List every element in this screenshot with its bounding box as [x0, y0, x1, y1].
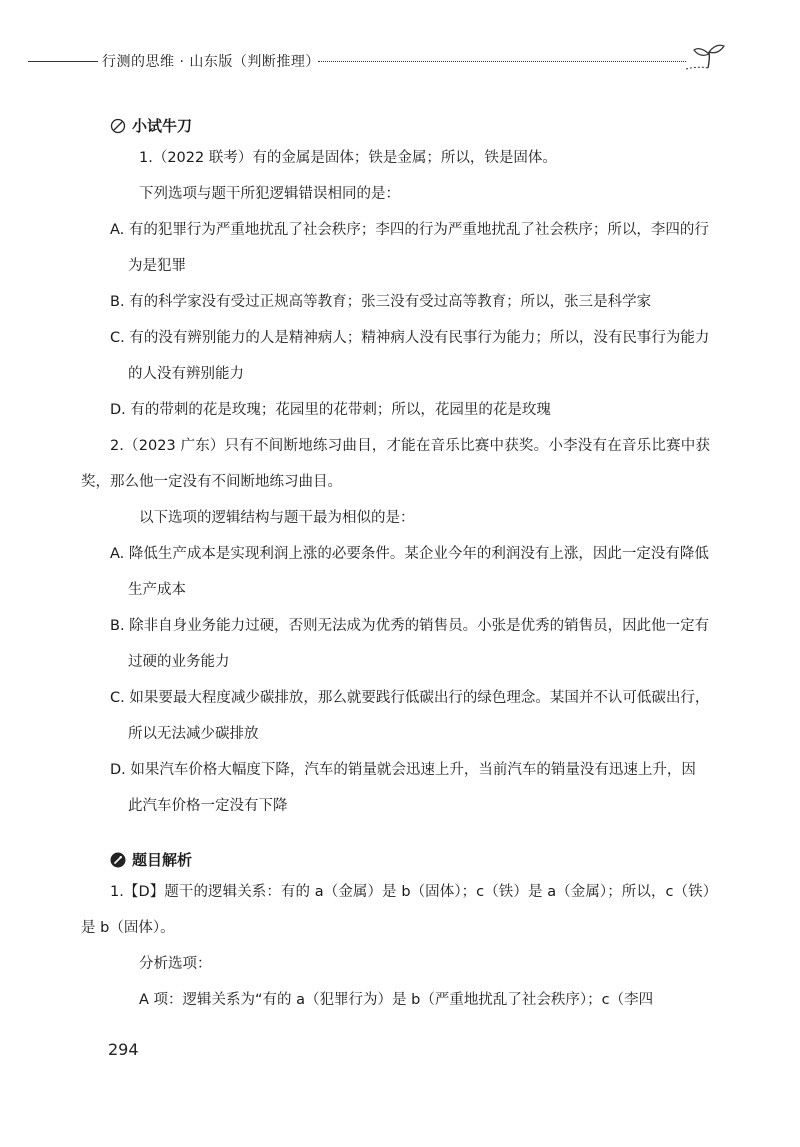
q1-option-d: D. 有的带刺的花是玫瑰；花园里的花带刺；所以，花园里的花是玫瑰 [110, 402, 551, 418]
practice-section-title [110, 112, 710, 140]
header-rule-right [318, 61, 686, 62]
badge-pencil-icon [110, 852, 126, 868]
page-number: 294 [108, 1040, 139, 1059]
page-header [28, 42, 733, 82]
analysis-options-label: 分析选项： [139, 956, 212, 972]
analysis-section-title [110, 846, 710, 874]
q1-stem: 1.（2022 联考）有的金属是固体；铁是金属；所以，铁是固体。 [139, 150, 557, 166]
analysis-option-a: A 项：逻辑关系为“有的 a（犯罪行为）是 b（严重地扰乱了社会秩序）；c（李四 [139, 992, 654, 1008]
q1-prompt: 下列选项与题干所犯逻辑错误相同的是： [139, 186, 400, 202]
pencil-circle-icon [110, 118, 126, 134]
header-title: 行测的思维 · 山东版（判断推理） [102, 54, 320, 70]
q2-prompt: 以下选项的逻辑结构与题干最为相似的是： [139, 510, 415, 526]
q2-option-b: B. 除非自身业务能力过硬，否则无法成为优秀的销售员。小张是优秀的销售员，因此他一定有过硬的业务能力 [110, 618, 710, 670]
q2-option-d: D. 如果汽车价格大幅度下降，汽车的销量就会迅速上升，当前汽车的销量没有迅速上升，因此汽车价格一定没有下降 [110, 762, 696, 814]
q2-option-c: C. 如果要最大程度减少碳排放，那么就要践行低碳出行的绿色理念。某国并不认可低碳出行，所以无法减少碳排放 [110, 690, 710, 742]
q1-option-b: B. 有的科学家没有受过正规高等教育；张三没有受过高等教育；所以，张三是科学家 [110, 294, 652, 310]
q1-option-a: A. 有的犯罪行为严重地扰乱了社会秩序；李四的行为严重地扰乱了社会秩序；所以，李四的行为是犯罪 [110, 222, 709, 274]
sprout-icon [684, 42, 732, 78]
q2-stem: 2.（2023 广东）只有不间断地练习曲目，才能在音乐比赛中获奖。小李没有在音乐比赛中获奖，那么他一定没有不间断地练习曲目。 [81, 438, 710, 490]
analysis-title-text: 题目解析 [132, 851, 193, 869]
practice-title-text: 小试牛刀 [132, 117, 193, 135]
q2-option-a: A. 降低生产成本是实现利润上涨的必要条件。某企业今年的利润没有上涨，因此一定没有降低生产成本 [110, 546, 709, 598]
header-rule-left [28, 61, 98, 62]
q1-option-c: C. 有的没有辨别能力的人是精神病人；精神病人没有民事行为能力；所以，没有民事行为能力的人没有辨别能力 [110, 330, 710, 382]
page-content [81, 100, 710, 1018]
analysis-answer-1: 1.【D】题干的逻辑关系：有的 a（金属）是 b（固体）；c（铁）是 a（金属）；所以，c（铁）是 b（固体）。 [81, 884, 710, 936]
